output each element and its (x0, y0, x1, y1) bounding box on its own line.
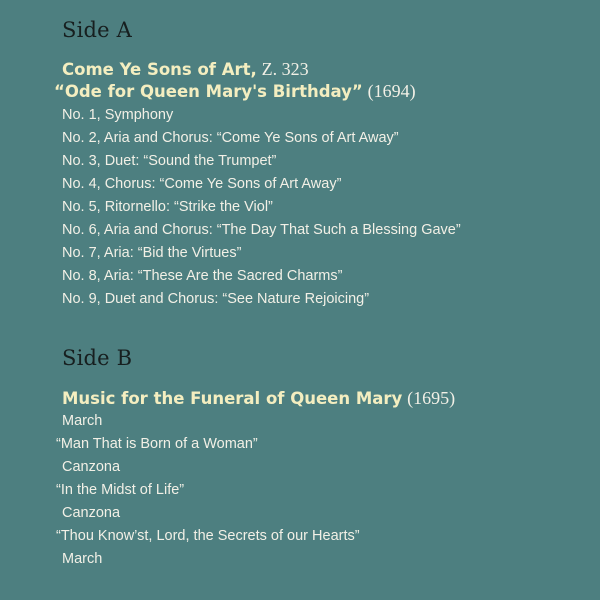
track-item: No. 2, Aria and Chorus: “Come Ye Sons of Art Away” (62, 130, 399, 146)
side-a-work-title-line2 (54, 81, 416, 102)
side-a-heading: Side A (62, 18, 133, 42)
track-item: March (62, 551, 103, 567)
track-item: March (62, 413, 103, 429)
track-item: “Man That is Born of a Woman” (56, 436, 258, 452)
track-item: No. 4, Chorus: “Come Ye Sons of Art Away” (62, 176, 342, 192)
side-a-work-title-line1 (62, 59, 309, 80)
track-item: No. 1, Symphony (62, 107, 174, 123)
track-item: Canzona (62, 505, 121, 521)
side-b-track-list (56, 410, 360, 571)
side-a-work-year: (1694) (367, 81, 416, 101)
side-a-track-list (62, 104, 461, 311)
side-a-work-catalog: Z. 323 (261, 59, 309, 79)
track-item: No. 6, Aria and Chorus: “The Day That Such a Blessing Gave” (62, 222, 461, 238)
track-item: Canzona (62, 459, 121, 475)
side-b-work-year: (1695) (407, 388, 456, 408)
track-item: No. 8, Aria: “These Are the Sacred Charms” (62, 268, 343, 284)
side-b-work-title: Music for the Funeral of Queen Mary (62, 389, 403, 408)
side-b-work-title-line (62, 388, 455, 409)
side-b-heading: Side B (62, 346, 133, 370)
track-item: “Thou Know’st, Lord, the Secrets of our Hearts” (56, 528, 360, 544)
track-item: No. 5, Ritornello: “Strike the Viol” (62, 199, 273, 215)
track-item: “In the Midst of Life” (56, 482, 185, 498)
track-item: No. 3, Duet: “Sound the Trumpet” (62, 153, 277, 169)
track-item: No. 9, Duet and Chorus: “See Nature Rejoicing” (62, 291, 370, 307)
side-a-work-title: Come Ye Sons of Art, (62, 60, 257, 79)
track-item: No. 7, Aria: “Bid the Virtues” (62, 245, 242, 261)
side-a-work-subtitle: “Ode for Queen Mary's Birthday” (54, 82, 363, 101)
